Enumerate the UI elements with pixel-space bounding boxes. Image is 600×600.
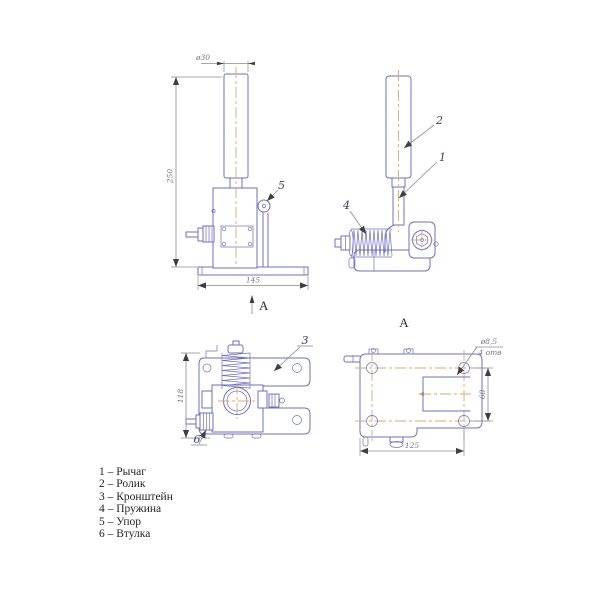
dim-125-text: 125: [404, 441, 420, 450]
callout-6-text: 6: [193, 433, 201, 446]
legend-item: 5 – Упор: [99, 515, 142, 528]
dim-width-text: 145: [245, 275, 261, 285]
dim-hole-count-text: 4 отв: [478, 348, 502, 357]
legend-item: 1 – Рычаг: [99, 466, 146, 478]
dim-height-text: 250: [165, 168, 175, 184]
legend-item: 4 – Пружина: [99, 503, 162, 516]
view-a: [344, 315, 503, 456]
callout-5-text: 5: [278, 179, 285, 192]
direction-arrowhead-icon: [250, 295, 255, 303]
callout-5-stop: [267, 179, 285, 201]
dim-118-text: 118: [176, 388, 185, 404]
front-bushing-shaft: [186, 226, 214, 242]
callout-4-text: 4: [343, 199, 350, 212]
side-spring: [335, 229, 392, 257]
callout-2-text: 2: [436, 114, 443, 127]
dim-diameter-text: ø30: [196, 53, 211, 62]
callout-1-text: 1: [439, 151, 446, 164]
front-stop-roller: [258, 200, 270, 212]
top-bushing: [186, 413, 213, 430]
dim-hole-text: ø8,5: [480, 337, 498, 346]
view-direction-arrow: [250, 295, 269, 314]
front-stop: [258, 200, 270, 267]
view-a-title: А: [399, 315, 409, 330]
callout-3-text: 3: [301, 334, 309, 347]
legend-item: 3 – Кронштейн: [99, 490, 173, 503]
dim-68-text: 68: [478, 389, 487, 400]
front-view: [166, 53, 309, 314]
top-stop: [269, 394, 279, 407]
legend: [99, 466, 173, 540]
view-a-pin: [344, 356, 361, 362]
top-view: [176, 334, 313, 446]
side-bracket-plate: [409, 222, 438, 258]
side-view: [335, 70, 446, 271]
dimension-front-width: [198, 276, 308, 291]
front-body: [212, 178, 257, 268]
legend-item: 6 – Втулка: [99, 528, 151, 541]
dimension-front-diameter: [195, 53, 255, 72]
legend-item: 2 – Ролик: [99, 478, 146, 491]
direction-label: А: [259, 298, 269, 313]
